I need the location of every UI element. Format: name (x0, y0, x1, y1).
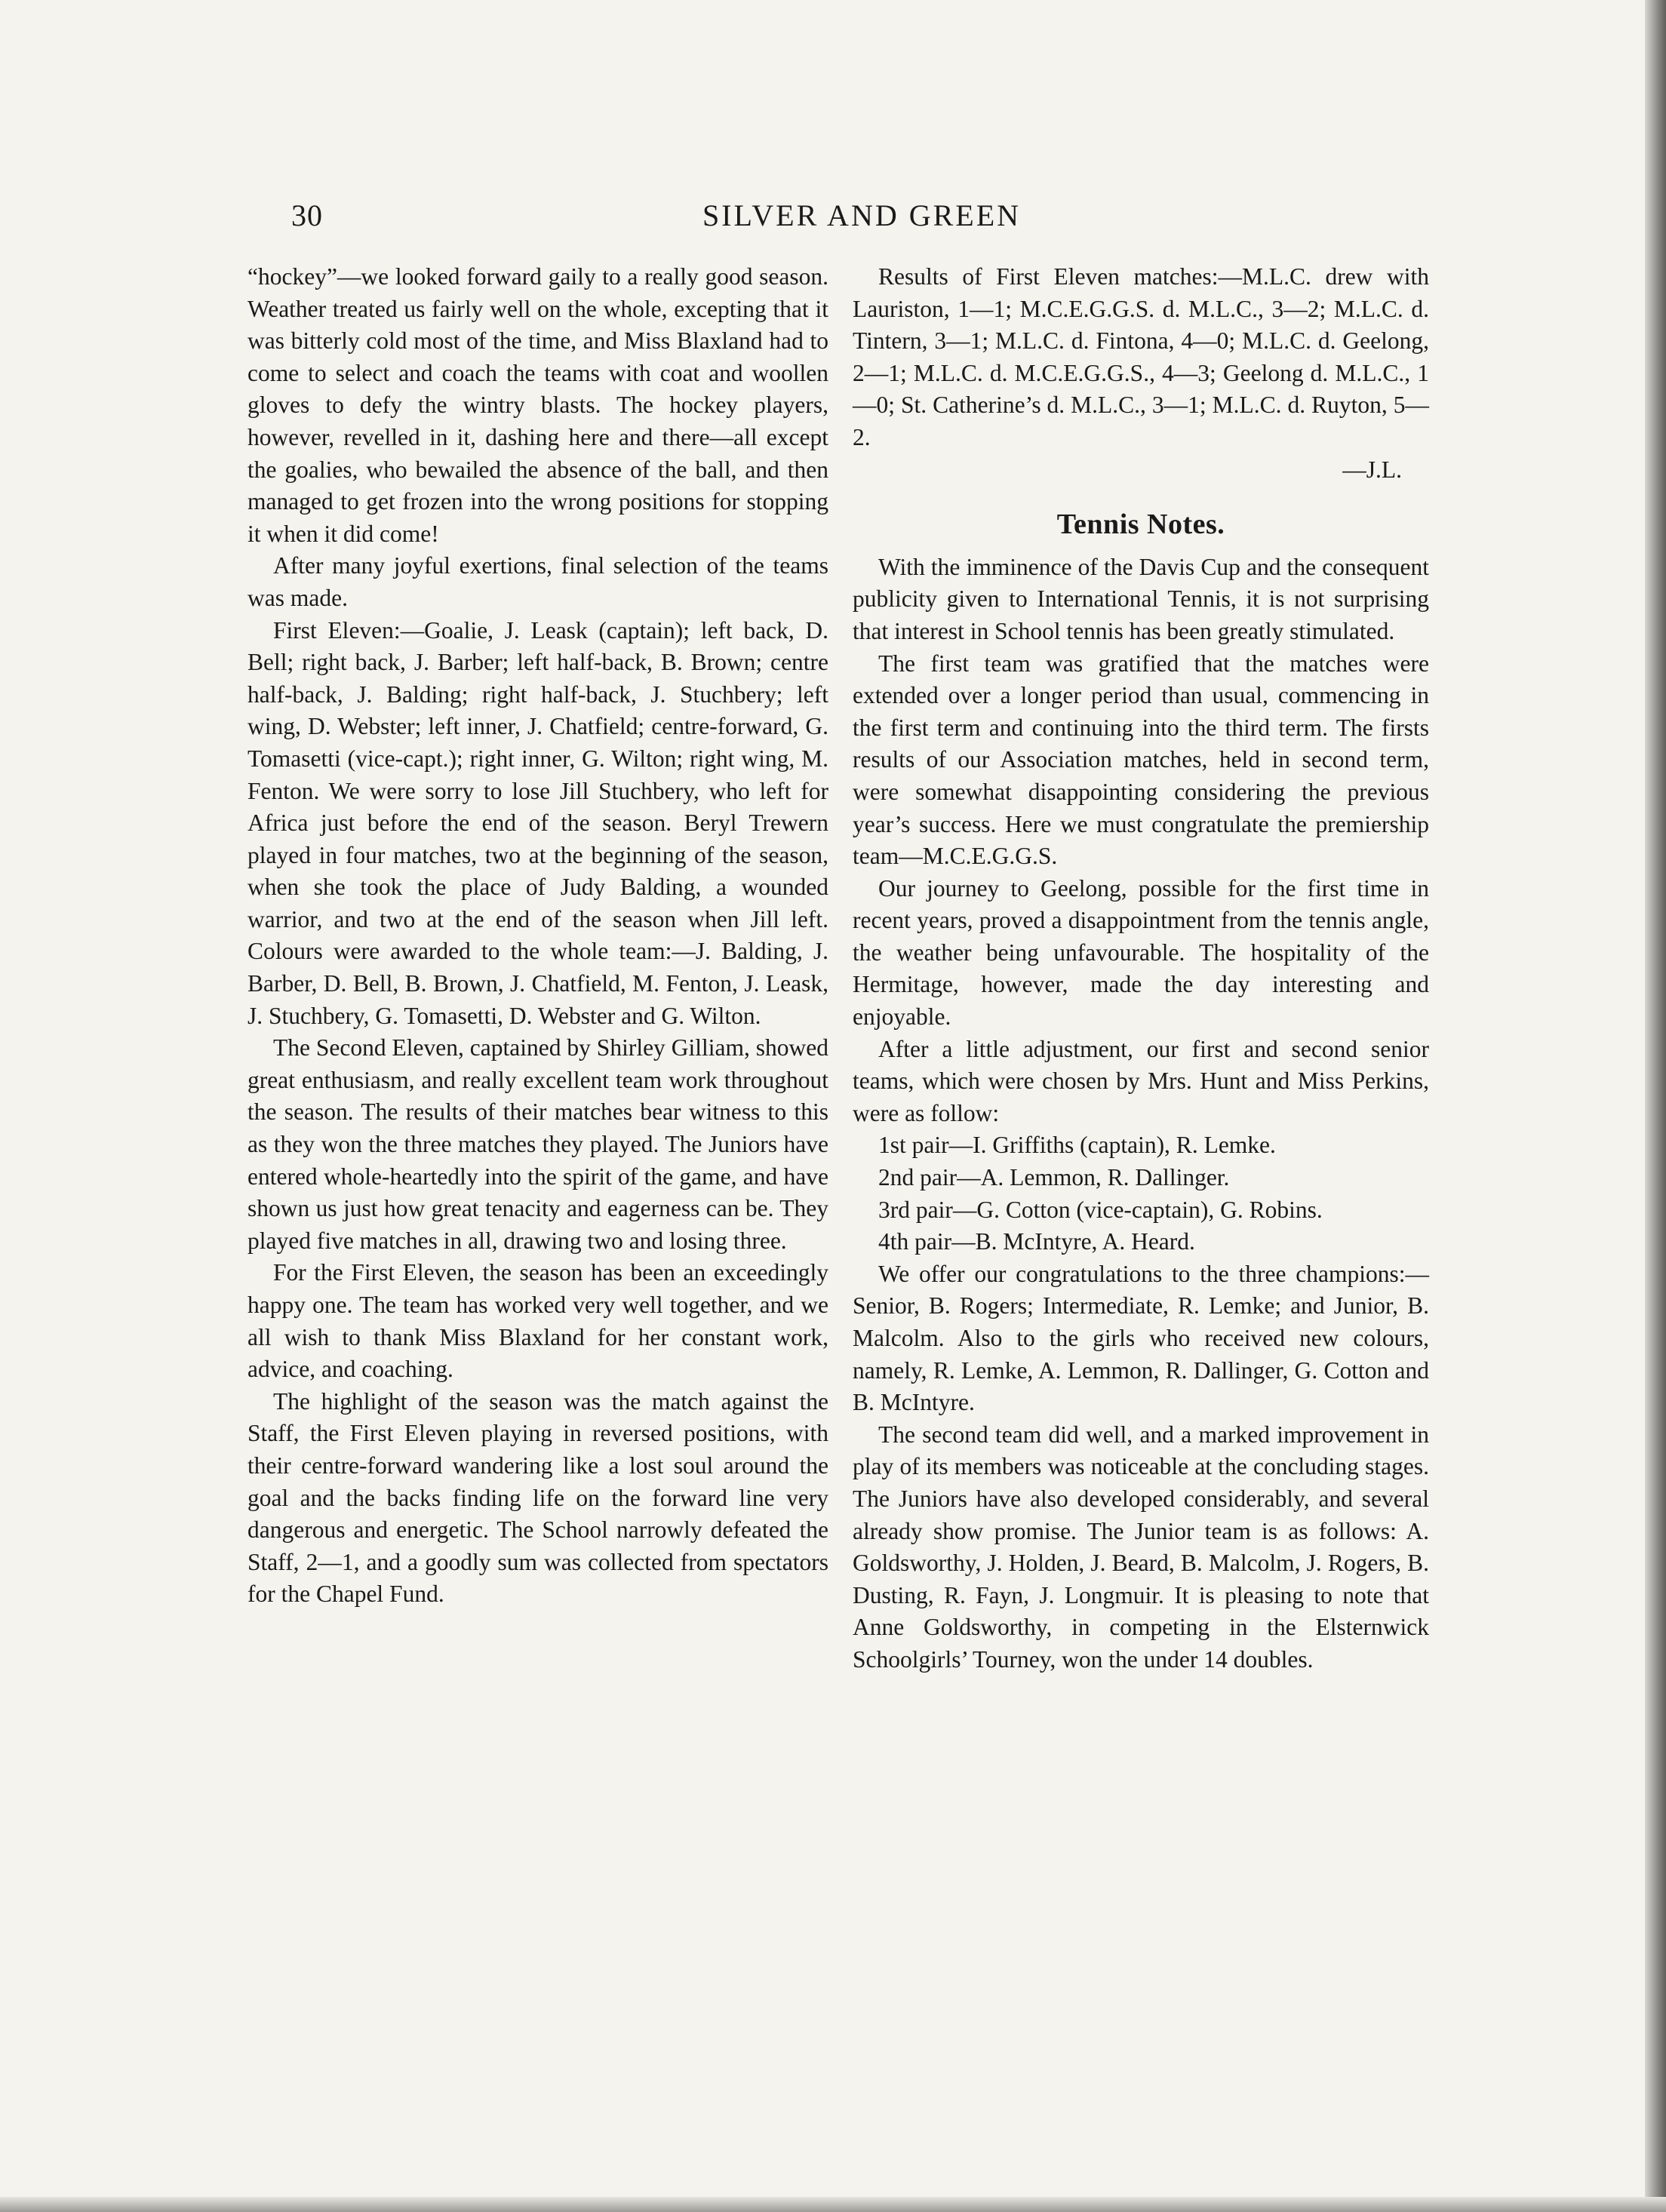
page-bottom-edge (0, 2197, 1666, 2212)
paragraph: After many joyful exertions, final selection of the teams was made. (247, 552, 828, 611)
paragraph: The Second Eleven, captained by Shirley Gilliam, showed great enthusiasm, and really excellent team work throughout the season. The results of their matches bear witness to this as they won the three matches they played. The Juniors have entered whole-heartedly into the spirit of the game, and have shown us just how great tenacity and eagerness can be. They played five matches in all, drawing two and losing three. (247, 1034, 828, 1254)
pair-line: 1st pair—I. Griffiths (captain), R. Lemke. (878, 1132, 1276, 1159)
pair-line: 4th pair—B. McIntyre, A. Heard. (878, 1228, 1195, 1255)
left-column (247, 261, 828, 1611)
page-edge-shadow (1645, 0, 1666, 2212)
paragraph: With the imminence of the Davis Cup and the consequent publicity given to International Tennis, it is not surprising that interest in School tennis has been greatly stimulated. (853, 553, 1429, 644)
page-header (291, 198, 1432, 240)
pair-line: 2nd pair—A. Lemmon, R. Dallinger. (878, 1164, 1230, 1191)
paragraph: The highlight of the season was the match against the Staff, the First Eleven playing in reversed positions, with their centre-forward wandering like a lost soul around the goal and the backs finding life on the forward line very dangerous and energetic. The School narrowly defeated the Staff, 2—1, and a goodly sum was collected from spectators for the Chapel Fund. (247, 1387, 828, 1608)
signature: —J.L. (1342, 456, 1402, 483)
paragraph: The second team did well, and a marked improvement in play of its members was noticeable at the concluding stages. The Juniors have also developed considerably, and several already show promise. The Junior team is as follows: A. Goldsworthy, J. Holden, J. Beard, B. Malcolm, J. Rogers, B. Dusting, R. Fayn, J. Longmuir. It is pleasing to note that Anne Goldsworthy, in competing in the Elsternwick Schoolgirls’ Tourney, won the under 14 doubles. (853, 1421, 1429, 1673)
paragraph: First Eleven:—Goalie, J. Leask (captain); left back, D. Bell; right back, J. Barber; left half-back, B. Brown; centre half-back, J. Balding; right half-back, J. Stuchbery; left wing, D. Webster; left inner, J. Chatfield; centre-forward, G. Tomasetti (vice-capt.); right inner, G. Wilton; right wing, M. Fenton. We were sorry to lose Jill Stuchbery, who left for Africa just before the end of the season. Beryl Trewern played in four matches, two at the beginning of the season, when she took the place of Judy Balding, a wounded warrior, and two at the end of the season when Jill left. Colours were awarded to the whole team:—J. Balding, J. Barber, D. Bell, B. Brown, J. Chatfield, M. Fenton, J. Leask, J. Stuchbery, G. Tomasetti, D. Webster and G. Wilton. (247, 616, 828, 1029)
pair-line: 3rd pair—G. Cotton (vice-captain), G. Robins. (878, 1196, 1323, 1223)
results-paragraph: Results of First Eleven matches:—M.L.C. drew with Lauriston, 1—1; M.C.E.G.G.S. d. M.L.C., 3—2; M.L.C. d. Tintern, 3—1; M.L.C. d. Fintona, 4—0; M.L.C. d. Geelong, 2—1; M.L.C. d. M.C.E.G.G.S., 4—3; Geelong d. M.L.C., 1—0; St. Catherine’s d. M.L.C., 3—1; M.L.C. d. Ruyton, 5—2. (853, 263, 1429, 450)
page-number: 30 (291, 198, 323, 232)
paragraph: “hockey”—we looked forward gaily to a really good season. Weather treated us fairly well on the whole, excepting that it was bitterly cold most of the time, and Miss Blaxland had to come to select and coach the teams with coat and woollen gloves to defy the wintry blasts. The hockey players, however, revelled in it, dashing here and there—all except the goalies, who bewailed the absence of the ball, and then managed to get frozen into the wrong positions for stopping it when it did come! (247, 263, 828, 547)
right-column (853, 261, 1429, 1676)
paragraph: We offer our congratulations to the three champions:—Senior, B. Rogers; Intermediate, R. Lemke; and Junior, B. Malcolm. Also to the girls who received new colours, namely, R. Lemke, A. Lemmon, R. Dallinger, G. Cotton and B. McIntyre. (853, 1260, 1429, 1416)
paragraph: The first team was gratified that the matches were extended over a longer period than usual, commencing in the first term and continuing into the third term. The firsts results of our Association matches, held in second term, were somewhat disappointing considering the previous year’s success. Here we must congratulate the premiership team—M.C.E.G.G.S. (853, 650, 1429, 870)
paragraph: Our journey to Geelong, possible for the first time in recent years, proved a disappointment from the tennis angle, the weather being unfavourable. The hospitality of the Hermitage, however, made the day interesting and enjoyable. (853, 874, 1429, 1031)
paragraph: For the First Eleven, the season has been an exceedingly happy one. The team has worked very well together, and we all wish to thank Miss Blaxland for her constant work, advice, and coaching. (247, 1259, 828, 1383)
section-heading-tennis: Tennis Notes. (1056, 508, 1225, 541)
paragraph: After a little adjustment, our first and second senior teams, which were chosen by Mrs. Hunt and Miss Perkins, were as follow: (853, 1035, 1429, 1126)
running-title: SILVER AND GREEN (702, 198, 1022, 232)
